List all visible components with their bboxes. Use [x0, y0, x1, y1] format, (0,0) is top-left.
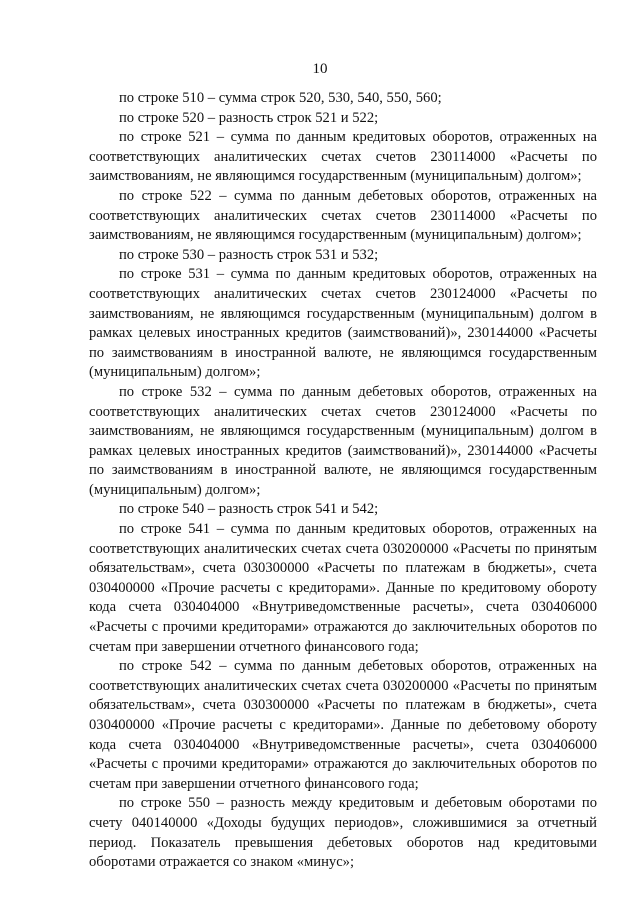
paragraph-line-540: по строке 540 – разность строк 541 и 542;	[119, 501, 379, 518]
document-body	[89, 89, 597, 873]
paragraph-line-521: по строке 521 – сумма по данным кредитовых оборотов, отраженных на соответствующих аналитических счетах счетов 230114000 «Расчеты по заимствованиям, не являющимся государственным (муниципальным) долгом»;	[89, 129, 597, 185]
paragraph-line-510: по строке 510 – сумма строк 520, 530, 540, 550, 560;	[119, 90, 442, 106]
paragraph-line-541: по строке 541 – сумма по данным кредитовых оборотов, отраженных на соответствующих аналитических счетах счета 030200000 «Расчеты по принятым обязательствам», счета 030300000 «Расчеты по платежам в бюджеты», счета 030400000 «Прочие расчеты с кредиторами». Данные по кредитовому обороту кода счета 030404000 «Внутриведомственные расчеты», счета 030406000 «Расчеты с прочими кредиторами» отражаются до заключительных оборотов по счетам при завершении отчетного финансового года;	[89, 521, 597, 655]
paragraph-line-531: по строке 531 – сумма по данным кредитовых оборотов, отраженных на соответствующих аналитических счетах счетов 230124000 «Расчеты по заимствованиям, не являющимся государственным (муниципальным) долгом в рамках целевых иностранных кредитов (заимствований)», 230144000 «Расчеты по заимствованиям в иностранной валюте, не являющимся государственным (муниципальным) долгом»;	[89, 266, 597, 381]
paragraph-line-530: по строке 530 – разность строк 531 и 532;	[119, 246, 379, 263]
paragraph-line-522: по строке 522 – сумма по данным дебетовых оборотов, отраженных на соответствующих аналитических счетах счетов 230114000 «Расчеты по заимствованиям, не являющимся государственным (муниципальным) долгом»;	[89, 187, 597, 244]
page-number: 10	[312, 61, 328, 77]
paragraph-line-550: по строке 550 – разность между кредитовым и дебетовым оборотами по счету 040140000 «Доходы будущих периодов», сложившимися за отчетный период. Показатель превышения дебетовых оборотов над кредитовыми оборотами отражается со знаком «минус»;	[89, 795, 597, 871]
paragraph-line-532: по строке 532 – сумма по данным дебетовых оборотов, отраженных на соответствующих аналитических счетах счетов 230124000 «Расчеты по заимствованиям, не являющимся государственным (муниципальным) долгом в рамках целевых иностранных кредитов (заимствований)», 230144000 «Расчеты по заимствованиям в иностранной валюте, не являющимся государственным (муниципальным) долгом»;	[89, 383, 597, 498]
paragraph-line-520: по строке 520 – разность строк 521 и 522;	[119, 109, 379, 126]
paragraph-line-542: по строке 542 – сумма по данным дебетовых оборотов, отраженных на соответствующих аналитических счетах счета 030200000 «Расчеты по принятым обязательствам», счета 030300000 «Расчеты по платежам в бюджеты», счета 030400000 «Прочие расчеты с кредиторами». Данные по дебетовому обороту кода счета 030404000 «Внутриведомственные расчеты», счета 030406000 «Расчеты с прочими кредиторами» отражаются до заключительных оборотов по счетам при завершении отчетного финансового года;	[89, 658, 597, 792]
